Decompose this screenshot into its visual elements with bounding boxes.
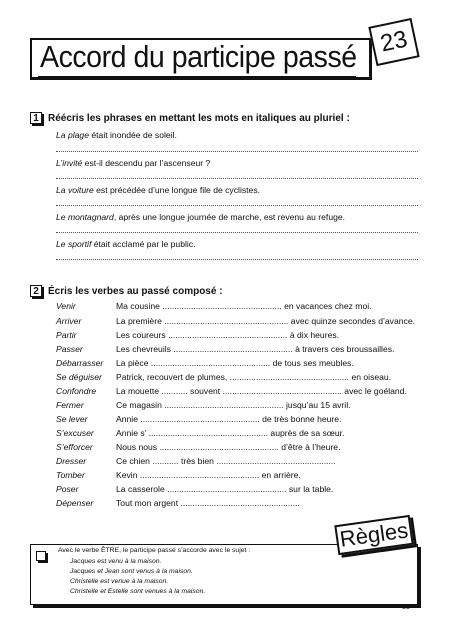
rule-example-4: Christelle et Estelle sont venues à la maison. xyxy=(70,588,206,595)
verb-sentence: Ma cousine .................................................. en vacances chez moi. xyxy=(116,301,372,311)
verb-sentence: La première .................................................... avec quinze secondes d’avance. xyxy=(116,316,416,326)
verb-row-11[interactable] xyxy=(56,442,340,452)
verb-sentence: Kevin .................................................. en arrière. xyxy=(116,470,301,480)
verb-sentence: Tout mon argent .................................................. xyxy=(116,498,300,508)
sentence-3-italic: La voiture xyxy=(56,185,94,195)
page-title: Accord du participe passé xyxy=(40,39,357,74)
sentence-1 xyxy=(56,130,177,140)
verb-label: Passer xyxy=(56,344,83,354)
verb-row-8[interactable] xyxy=(56,400,351,410)
sentence-3-rest: est précédée d’une longue file de cyclistes. xyxy=(93,185,260,195)
exercise-2-heading xyxy=(30,285,223,297)
verb-sentence: Les chevreuils .................................................. à travers ces broussailles. xyxy=(116,344,395,354)
rule-bullet-icon xyxy=(36,551,46,561)
rules-label-text: Règles xyxy=(338,517,410,552)
verb-sentence: Ce magasin .................................................. jusqu’au 15 avril. xyxy=(116,400,351,410)
sentence-3 xyxy=(56,185,260,195)
verb-row-5[interactable] xyxy=(56,358,354,368)
verb-sentence: Nous nous .................................................. d’être à l’heure. xyxy=(116,442,341,452)
verb-row-4[interactable] xyxy=(56,344,394,354)
verb-sentence: Ce chien ........... très bien .................................................. xyxy=(116,456,336,466)
sentence-1-italic: La plage xyxy=(56,130,89,140)
rule-statement: Avec le verbe ÊTRE, le participe passé s’accorde avec le sujet : xyxy=(58,547,251,554)
sentence-5-italic: Le sportif xyxy=(56,239,92,249)
verb-label: Partir xyxy=(56,330,77,340)
verb-row-1[interactable] xyxy=(56,301,372,311)
exercise-1-number: 1 xyxy=(30,112,42,124)
verb-sentence: La pièce .................................................. de tous ses meubles. xyxy=(116,358,354,368)
verb-row-9[interactable] xyxy=(56,414,341,424)
sentence-4-italic: Le montagnard xyxy=(56,212,114,222)
verb-sentence: Annie s’ .................................................. auprès de sa sœur. xyxy=(116,428,345,438)
verb-label: Se déguiser xyxy=(56,372,102,382)
verb-sentence: Patrick, recouvert de plumes, .................................................. en oiseau. xyxy=(116,372,392,382)
answer-line-4[interactable] xyxy=(56,232,418,233)
verb-row-10[interactable] xyxy=(56,428,344,438)
sentence-4-rest: , après une longue journée de marche, est revenu au refuge. xyxy=(113,212,346,222)
verb-sentence: Les coureurs .................................................. à dix heures. xyxy=(116,330,340,340)
exercise-1-instruction: Réécris les phrases en mettant les mots en italiques au pluriel : xyxy=(48,112,350,124)
verb-label: Venir xyxy=(56,301,76,311)
exercise-2-number: 2 xyxy=(30,285,42,297)
sentence-2-rest: est-il descendu par l’ascenseur ? xyxy=(82,158,211,168)
sentence-1-rest: était inondée de soleil. xyxy=(88,130,177,140)
verb-label: Fermer xyxy=(56,400,84,410)
verb-sentence: Annie .................................................. de très bonne heure. xyxy=(116,414,342,424)
exercise-2-instruction: Écris les verbes au passé composé : xyxy=(48,285,223,297)
verb-label: Débarrasser xyxy=(56,358,104,368)
verb-label: Arriver xyxy=(56,316,82,326)
title-underline xyxy=(38,76,356,77)
rule-example-2: Jacques et Jean sont venus à la maison. xyxy=(70,568,193,575)
lesson-number-badge xyxy=(368,18,419,66)
verb-row-13[interactable] xyxy=(56,470,301,480)
verb-label: Dresser xyxy=(56,456,87,466)
verb-row-12[interactable] xyxy=(56,456,336,466)
verb-row-15[interactable] xyxy=(56,498,300,508)
answer-line-2[interactable] xyxy=(56,178,418,179)
verb-row-7[interactable] xyxy=(56,386,407,396)
verb-row-14[interactable] xyxy=(56,484,333,494)
sentence-2 xyxy=(56,158,210,168)
verb-row-6[interactable] xyxy=(56,372,391,382)
verb-sentence: La casserole .................................................. sur la table. xyxy=(116,484,334,494)
exercise-1-heading xyxy=(30,112,350,124)
sentence-2-italic: L’invité xyxy=(56,158,83,168)
verb-row-2[interactable] xyxy=(56,316,415,326)
answer-line-3[interactable] xyxy=(56,205,418,206)
verb-label: Se lever xyxy=(56,414,88,424)
verb-sentence: La mouette ........... souvent .................................................. avec le goéland. xyxy=(116,386,407,396)
rule-example-1: Jacques est venu à la maison. xyxy=(70,558,162,565)
answer-line-5[interactable] xyxy=(56,259,418,260)
sentence-5-rest: était acclamé par le public. xyxy=(91,239,196,249)
answer-line-1[interactable] xyxy=(56,151,418,152)
rule-example-3: Christelle est venue à la maison. xyxy=(70,578,169,585)
verb-label: Tomber xyxy=(56,470,85,480)
verb-row-3[interactable] xyxy=(56,330,339,340)
verb-label: S’efforcer xyxy=(56,442,93,452)
verb-label: S’excuser xyxy=(56,428,94,438)
sentence-4 xyxy=(56,212,345,222)
footer-page-number: 53 xyxy=(402,604,410,611)
verb-label: Dépenser xyxy=(56,498,94,508)
lesson-number: 23 xyxy=(378,25,410,58)
sentence-5 xyxy=(56,239,196,249)
verb-label: Poser xyxy=(56,484,79,494)
verb-label: Confondre xyxy=(56,386,97,396)
